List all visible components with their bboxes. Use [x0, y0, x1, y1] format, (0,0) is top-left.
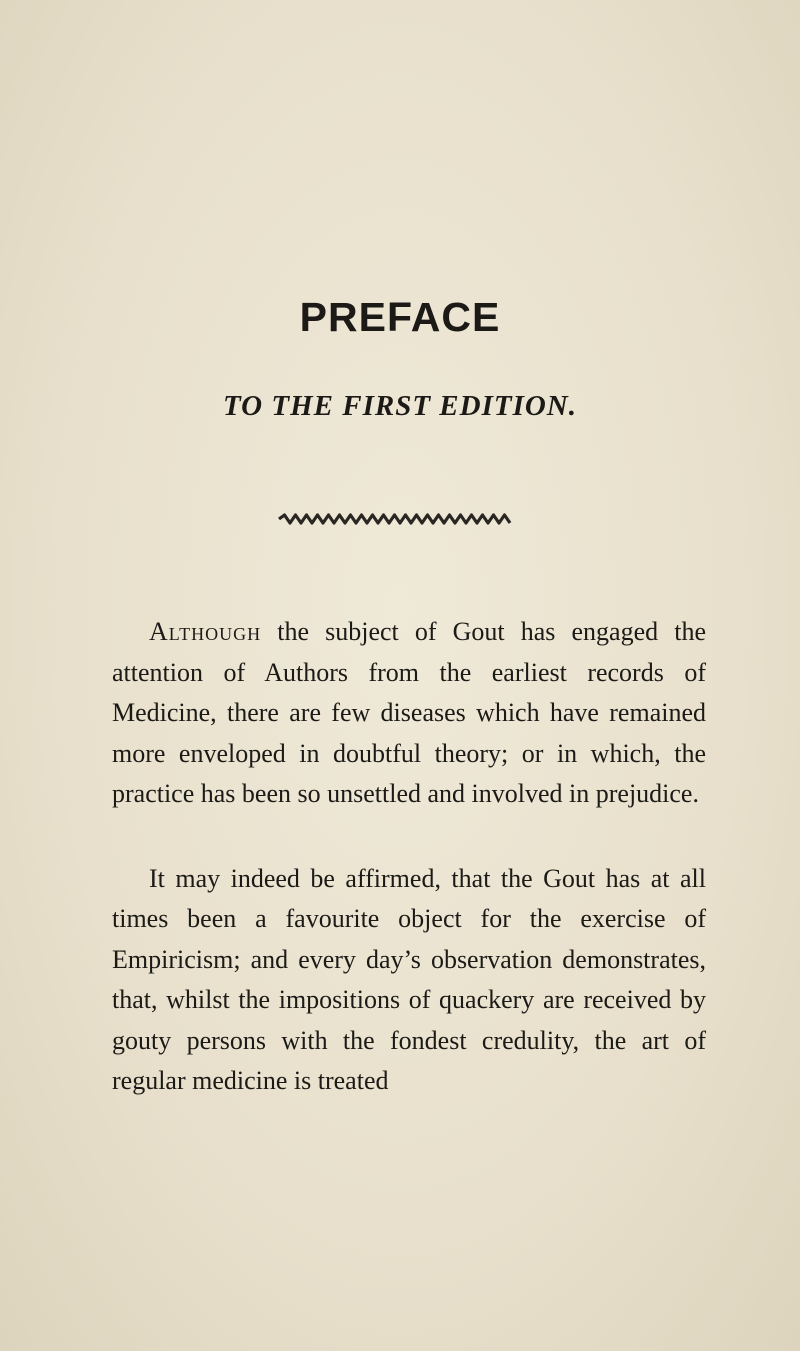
lead-word: Although — [149, 617, 262, 646]
page-subtitle: TO THE FIRST EDITION. — [222, 390, 578, 422]
paragraph-1 — [112, 612, 706, 815]
paragraph-2: It may indeed be affirmed, that the Gout has at all times been a favourite object for the exercise of Empiricism; and every day’s observation demonstrates, that, whilst the impositions of quackery are received by gouty persons with the fondest credulity, the art of regular medicine is treated — [112, 863, 706, 1095]
page-title: PREFACE — [299, 294, 501, 340]
body-text — [112, 612, 706, 1102]
zigzag-rule-ornament-icon — [278, 513, 514, 525]
paragraph-1-text: the subject of Gout has engaged the attention of Authors from the earliest records of Medicine, there are few diseases which have remained more enveloped in doubtful theory; or in which, the practice has been so unsettled and involved in prejudice. — [112, 617, 706, 808]
